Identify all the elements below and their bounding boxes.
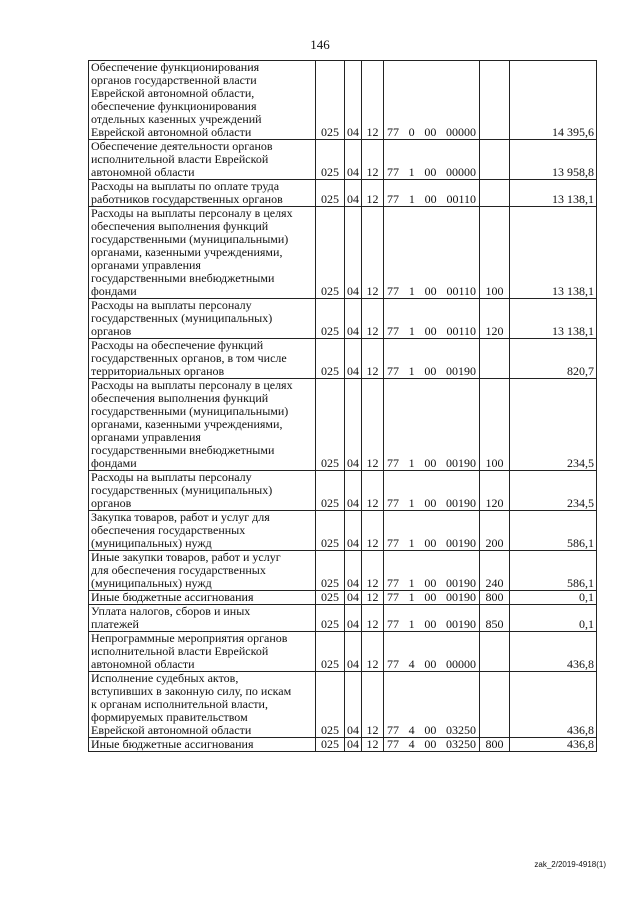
code-part: 00 bbox=[424, 723, 437, 737]
row-name-line: Иные бюджетные ассигнования bbox=[91, 737, 254, 751]
expense-type-code: 120 bbox=[480, 299, 510, 339]
table-row bbox=[89, 551, 597, 591]
budget-table bbox=[88, 60, 597, 752]
row-name-line: органами управления bbox=[91, 430, 201, 444]
section-code: 04 bbox=[345, 140, 362, 180]
subsection-code: 12 bbox=[362, 61, 384, 140]
subsection-code: 12 bbox=[362, 379, 384, 471]
code-part: 00000 bbox=[445, 125, 476, 139]
row-name-line: автономной области bbox=[91, 657, 195, 671]
row-name-line: Обеспечение функционирования bbox=[91, 60, 260, 74]
ministry-code: 025 bbox=[316, 299, 345, 339]
row-name bbox=[89, 632, 316, 672]
expense-type-code: 120 bbox=[480, 471, 510, 511]
target-article-code bbox=[384, 180, 480, 207]
amount: 234,5 bbox=[510, 379, 597, 471]
section-code: 04 bbox=[345, 207, 362, 299]
target-article-code bbox=[384, 511, 480, 551]
code-part: 77 bbox=[387, 192, 399, 206]
row-name-line: Еврейской автономной области bbox=[91, 125, 252, 139]
code-part: 00 bbox=[424, 496, 437, 510]
row-name bbox=[89, 207, 316, 299]
row-name-line: органов bbox=[91, 324, 132, 338]
row-name-line: органами управления bbox=[91, 258, 201, 272]
amount: 586,1 bbox=[510, 551, 597, 591]
code-part: 1 bbox=[408, 590, 415, 604]
target-article-code bbox=[384, 61, 480, 140]
expense-type-code bbox=[480, 339, 510, 379]
row-name-line: Расходы на выплаты персоналу в целях bbox=[91, 206, 293, 220]
table-row bbox=[89, 605, 597, 632]
code-part: 1 bbox=[408, 536, 415, 550]
code-part: 1 bbox=[408, 284, 415, 298]
table-row bbox=[89, 140, 597, 180]
ministry-code: 025 bbox=[316, 591, 345, 605]
subsection-code: 12 bbox=[362, 140, 384, 180]
row-name-line: Непрограммные мероприятия органов bbox=[91, 631, 288, 645]
row-name-line: платежей bbox=[91, 617, 139, 631]
section-code: 04 bbox=[345, 299, 362, 339]
subsection-code: 12 bbox=[362, 339, 384, 379]
row-name-line: государственных органов, в том числе bbox=[91, 351, 287, 365]
code-part: 00 bbox=[424, 737, 437, 751]
row-name-line: отдельных казенных учреждений bbox=[91, 112, 262, 126]
code-part: 1 bbox=[408, 324, 415, 338]
amount: 0,1 bbox=[510, 591, 597, 605]
amount: 586,1 bbox=[510, 511, 597, 551]
row-name-line: государственными (муниципальными) bbox=[91, 232, 289, 246]
code-part: 00 bbox=[424, 590, 437, 604]
row-name-line: исполнительной власти Еврейской bbox=[91, 152, 269, 166]
code-part: 00 bbox=[424, 324, 437, 338]
table-row bbox=[89, 632, 597, 672]
code-part: 1 bbox=[408, 165, 415, 179]
target-article-code bbox=[384, 551, 480, 591]
target-article-code bbox=[384, 207, 480, 299]
row-name bbox=[89, 339, 316, 379]
row-name bbox=[89, 672, 316, 738]
target-article-code bbox=[384, 471, 480, 511]
expense-type-code bbox=[480, 61, 510, 140]
target-article-code bbox=[384, 591, 480, 605]
expense-type-code: 800 bbox=[480, 591, 510, 605]
code-part: 1 bbox=[408, 192, 415, 206]
code-part: 00190 bbox=[445, 536, 476, 550]
code-part: 0 bbox=[408, 125, 415, 139]
code-part: 00190 bbox=[445, 456, 476, 470]
expense-type-code: 100 bbox=[480, 207, 510, 299]
code-part: 03250 bbox=[445, 737, 476, 751]
amount: 0,1 bbox=[510, 605, 597, 632]
row-name bbox=[89, 299, 316, 339]
expense-type-code: 240 bbox=[480, 551, 510, 591]
code-part: 1 bbox=[408, 496, 415, 510]
row-name bbox=[89, 605, 316, 632]
code-part: 77 bbox=[387, 456, 399, 470]
code-part: 1 bbox=[408, 364, 415, 378]
expense-type-code bbox=[480, 672, 510, 738]
ministry-code: 025 bbox=[316, 738, 345, 752]
amount: 13 138,1 bbox=[510, 299, 597, 339]
code-part: 03250 bbox=[445, 723, 476, 737]
ministry-code: 025 bbox=[316, 140, 345, 180]
row-name-line: органами, казенными учреждениями, bbox=[91, 245, 283, 259]
section-code: 04 bbox=[345, 379, 362, 471]
document-code: zak_2/2019-4918(1) bbox=[534, 860, 606, 869]
code-part: 77 bbox=[387, 737, 399, 751]
page-number: 146 bbox=[310, 37, 330, 52]
amount: 13 138,1 bbox=[510, 207, 597, 299]
row-name-line: государственных (муниципальных) bbox=[91, 483, 273, 497]
row-name-line: Расходы на выплаты персоналу bbox=[91, 470, 252, 484]
row-name-line: Расходы на выплаты персоналу bbox=[91, 298, 252, 312]
target-article-code bbox=[384, 605, 480, 632]
subsection-code: 12 bbox=[362, 180, 384, 207]
row-name bbox=[89, 140, 316, 180]
section-code: 04 bbox=[345, 471, 362, 511]
row-name bbox=[89, 180, 316, 207]
amount: 820,7 bbox=[510, 339, 597, 379]
code-part: 00190 bbox=[445, 576, 476, 590]
section-code: 04 bbox=[345, 61, 362, 140]
row-name-line: Закупка товаров, работ и услуг для bbox=[91, 510, 270, 524]
row-name-line: (муниципальных) нужд bbox=[91, 536, 212, 550]
amount: 436,8 bbox=[510, 738, 597, 752]
section-code: 04 bbox=[345, 632, 362, 672]
code-part: 00 bbox=[424, 165, 437, 179]
code-part: 77 bbox=[387, 617, 399, 631]
code-part: 77 bbox=[387, 723, 399, 737]
table-row bbox=[89, 339, 597, 379]
subsection-code: 12 bbox=[362, 207, 384, 299]
row-name-line: Расходы на выплаты персоналу в целях bbox=[91, 378, 293, 392]
row-name-line: работников государственных органов bbox=[91, 192, 283, 206]
code-part: 00 bbox=[424, 364, 437, 378]
row-name-line: обеспечения выполнения функций bbox=[91, 391, 269, 405]
code-part: 00190 bbox=[445, 364, 476, 378]
code-part: 1 bbox=[408, 576, 415, 590]
row-name-line: Обеспечение деятельности органов bbox=[91, 139, 273, 153]
code-part: 00 bbox=[424, 192, 437, 206]
code-part: 1 bbox=[408, 617, 415, 631]
table-row bbox=[89, 511, 597, 551]
code-part: 00 bbox=[424, 536, 437, 550]
table-row bbox=[89, 471, 597, 511]
section-code: 04 bbox=[345, 551, 362, 591]
row-name bbox=[89, 61, 316, 140]
amount: 436,8 bbox=[510, 672, 597, 738]
row-name-line: Иные закупки товаров, работ и услуг bbox=[91, 550, 281, 564]
table-row bbox=[89, 180, 597, 207]
target-article-code bbox=[384, 738, 480, 752]
code-part: 00 bbox=[424, 657, 437, 671]
row-name-line: органами, казенными учреждениями, bbox=[91, 417, 283, 431]
section-code: 04 bbox=[345, 511, 362, 551]
section-code: 04 bbox=[345, 591, 362, 605]
row-name-line: фондами bbox=[91, 284, 137, 298]
table-row bbox=[89, 738, 597, 752]
expense-type-code bbox=[480, 140, 510, 180]
row-name bbox=[89, 551, 316, 591]
section-code: 04 bbox=[345, 738, 362, 752]
code-part: 00190 bbox=[445, 590, 476, 604]
amount: 13 138,1 bbox=[510, 180, 597, 207]
ministry-code: 025 bbox=[316, 207, 345, 299]
table-row bbox=[89, 299, 597, 339]
section-code: 04 bbox=[345, 672, 362, 738]
target-article-code bbox=[384, 632, 480, 672]
subsection-code: 12 bbox=[362, 471, 384, 511]
expense-type-code bbox=[480, 180, 510, 207]
amount: 14 395,6 bbox=[510, 61, 597, 140]
code-part: 00190 bbox=[445, 617, 476, 631]
row-name-line: государственных (муниципальных) bbox=[91, 311, 273, 325]
table-row bbox=[89, 591, 597, 605]
expense-type-code: 200 bbox=[480, 511, 510, 551]
row-name-line: фондами bbox=[91, 456, 137, 470]
row-name-line: (муниципальных) нужд bbox=[91, 576, 212, 590]
code-part: 77 bbox=[387, 165, 399, 179]
row-name-line: Еврейской автономной области, bbox=[91, 86, 255, 100]
row-name-line: Иные бюджетные ассигнования bbox=[91, 590, 254, 604]
ministry-code: 025 bbox=[316, 605, 345, 632]
row-name-line: Расходы на выплаты по оплате труда bbox=[91, 179, 280, 193]
ministry-code: 025 bbox=[316, 61, 345, 140]
target-article-code bbox=[384, 299, 480, 339]
code-part: 00000 bbox=[445, 165, 476, 179]
ministry-code: 025 bbox=[316, 632, 345, 672]
row-name-line: обеспечения выполнения функций bbox=[91, 219, 269, 233]
code-part: 00 bbox=[424, 284, 437, 298]
code-part: 77 bbox=[387, 364, 399, 378]
subsection-code: 12 bbox=[362, 605, 384, 632]
row-name-line: Исполнение судебных актов, bbox=[91, 671, 239, 685]
ministry-code: 025 bbox=[316, 339, 345, 379]
target-article-code bbox=[384, 379, 480, 471]
ministry-code: 025 bbox=[316, 180, 345, 207]
row-name bbox=[89, 511, 316, 551]
code-part: 77 bbox=[387, 536, 399, 550]
ministry-code: 025 bbox=[316, 511, 345, 551]
row-name-line: государственными (муниципальными) bbox=[91, 404, 289, 418]
ministry-code: 025 bbox=[316, 471, 345, 511]
code-part: 00190 bbox=[445, 496, 476, 510]
subsection-code: 12 bbox=[362, 632, 384, 672]
row-name-line: государственными внебюджетными bbox=[91, 443, 275, 457]
amount: 234,5 bbox=[510, 471, 597, 511]
row-name bbox=[89, 471, 316, 511]
expense-type-code bbox=[480, 632, 510, 672]
row-name-line: Расходы на обеспечение функций bbox=[91, 338, 264, 352]
row-name-line: для обеспечения государственных bbox=[91, 563, 266, 577]
row-name-line: исполнительной власти Еврейской bbox=[91, 644, 269, 658]
code-part: 4 bbox=[408, 737, 415, 751]
row-name-line: Уплата налогов, сборов и иных bbox=[91, 604, 251, 618]
row-name bbox=[89, 738, 316, 752]
ministry-code: 025 bbox=[316, 672, 345, 738]
code-part: 77 bbox=[387, 284, 399, 298]
row-name-line: государственными внебюджетными bbox=[91, 271, 275, 285]
subsection-code: 12 bbox=[362, 299, 384, 339]
amount: 436,8 bbox=[510, 632, 597, 672]
section-code: 04 bbox=[345, 180, 362, 207]
row-name-line: к органам исполнительной власти, bbox=[91, 697, 268, 711]
row-name-line: территориальных органов bbox=[91, 364, 225, 378]
code-part: 00110 bbox=[446, 284, 476, 298]
table-row bbox=[89, 672, 597, 738]
target-article-code bbox=[384, 672, 480, 738]
row-name-line: органов bbox=[91, 496, 132, 510]
code-part: 77 bbox=[387, 590, 399, 604]
code-part: 00 bbox=[424, 456, 437, 470]
code-part: 00000 bbox=[445, 657, 476, 671]
subsection-code: 12 bbox=[362, 551, 384, 591]
code-part: 4 bbox=[408, 657, 415, 671]
target-article-code bbox=[384, 140, 480, 180]
table-row bbox=[89, 207, 597, 299]
row-name bbox=[89, 591, 316, 605]
code-part: 4 bbox=[408, 723, 415, 737]
target-article-code bbox=[384, 339, 480, 379]
subsection-code: 12 bbox=[362, 511, 384, 551]
row-name-line: обеспечения государственных bbox=[91, 523, 246, 537]
expense-type-code: 800 bbox=[480, 738, 510, 752]
row-name-line: органов государственной власти bbox=[91, 73, 257, 87]
amount: 13 958,8 bbox=[510, 140, 597, 180]
subsection-code: 12 bbox=[362, 672, 384, 738]
table-row bbox=[89, 61, 597, 140]
subsection-code: 12 bbox=[362, 738, 384, 752]
expense-type-code: 850 bbox=[480, 605, 510, 632]
code-part: 77 bbox=[387, 324, 399, 338]
code-part: 77 bbox=[387, 496, 399, 510]
code-part: 1 bbox=[408, 456, 415, 470]
row-name-line: Еврейской автономной области bbox=[91, 723, 252, 737]
code-part: 77 bbox=[387, 125, 399, 139]
code-part: 00 bbox=[424, 617, 437, 631]
code-part: 00 bbox=[424, 576, 437, 590]
code-part: 77 bbox=[387, 657, 399, 671]
code-part: 00110 bbox=[446, 324, 476, 338]
section-code: 04 bbox=[345, 339, 362, 379]
ministry-code: 025 bbox=[316, 379, 345, 471]
ministry-code: 025 bbox=[316, 551, 345, 591]
table-row bbox=[89, 379, 597, 471]
row-name-line: вступивших в законную силу, по искам bbox=[91, 684, 292, 698]
code-part: 77 bbox=[387, 576, 399, 590]
section-code: 04 bbox=[345, 605, 362, 632]
row-name-line: обеспечение функционирования bbox=[91, 99, 257, 113]
row-name-line: формируемых правительством bbox=[91, 710, 248, 724]
row-name-line: автономной области bbox=[91, 165, 195, 179]
expense-type-code: 100 bbox=[480, 379, 510, 471]
row-name bbox=[89, 379, 316, 471]
code-part: 00 bbox=[424, 125, 437, 139]
code-part: 00110 bbox=[446, 192, 476, 206]
subsection-code: 12 bbox=[362, 591, 384, 605]
